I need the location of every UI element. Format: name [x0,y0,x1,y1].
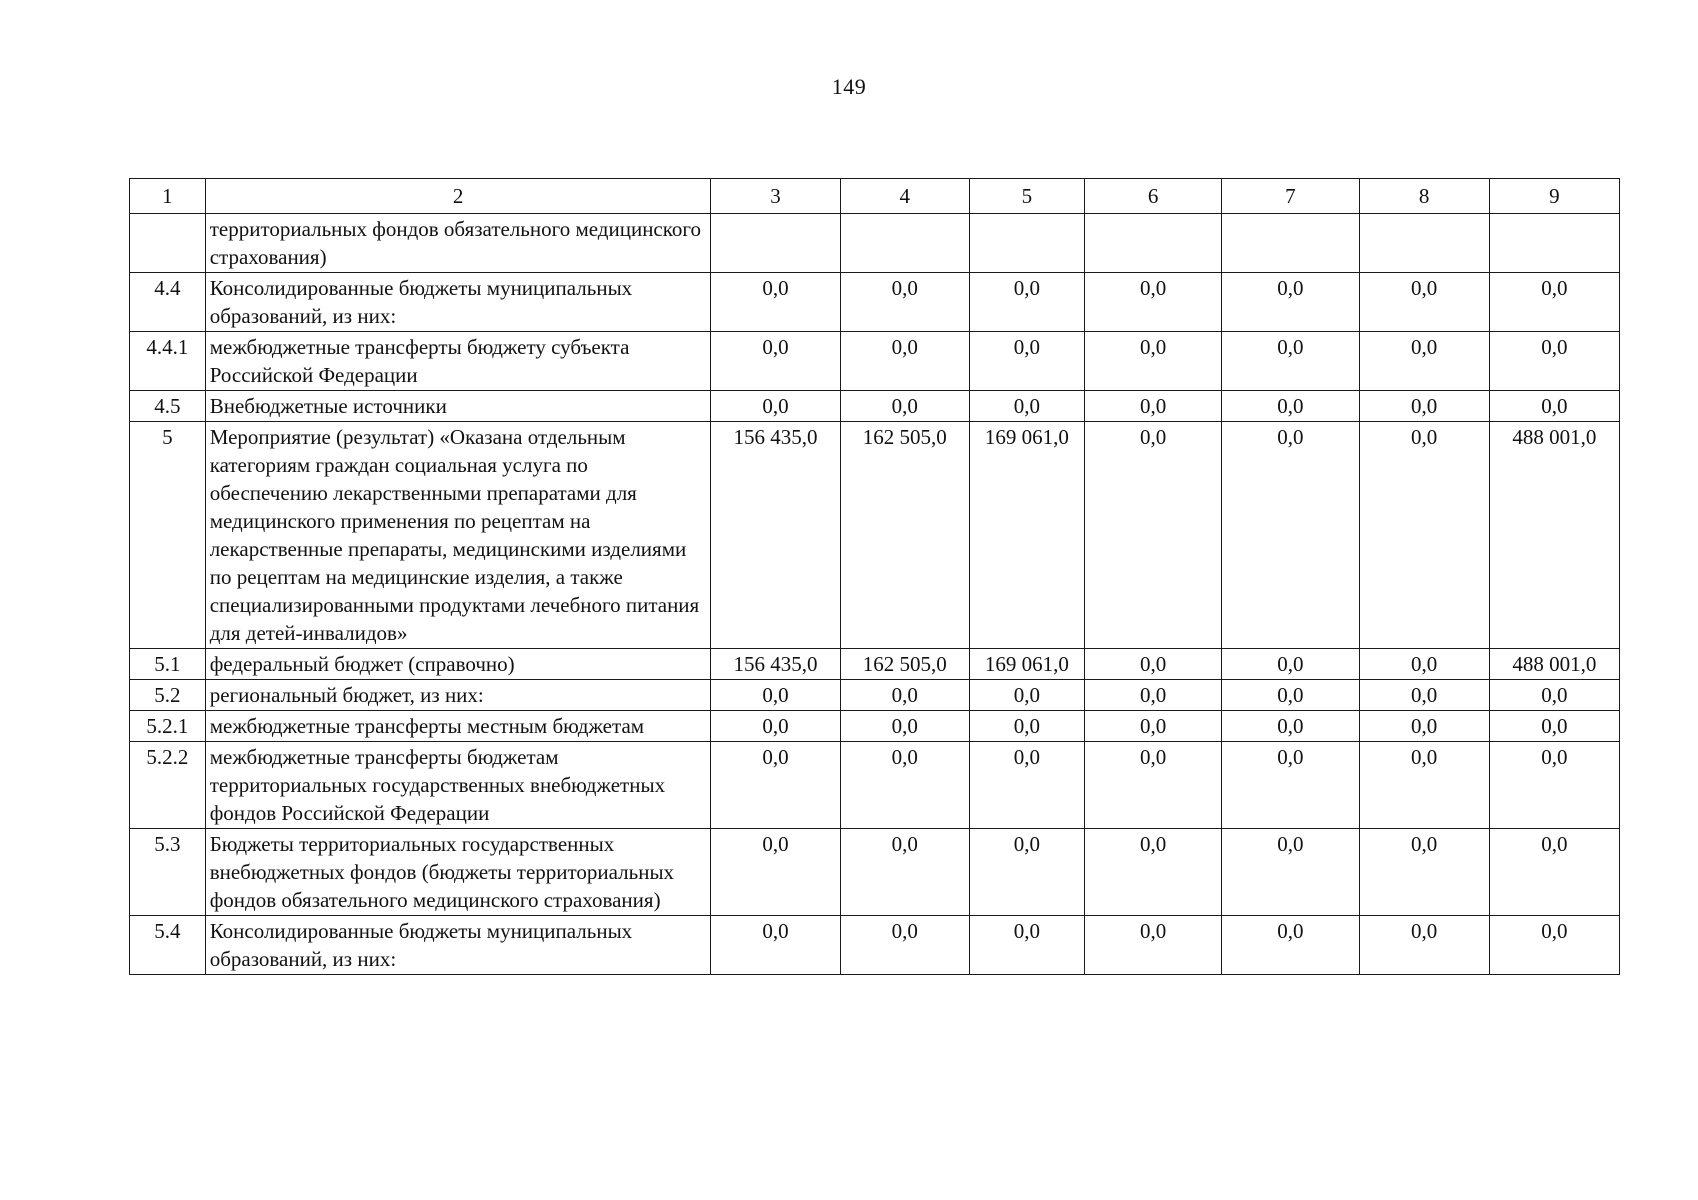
value-cell: 0,0 [1222,916,1359,975]
table-row [130,273,1620,332]
value-cell: 0,0 [969,680,1084,711]
column-header: 3 [711,179,840,214]
table-row [130,829,1620,916]
row-name-cell: межбюджетные трансферты бюджетам территориальных государственных внебюджетных фондов Российской Федерации [205,742,711,829]
value-cell: 0,0 [1489,391,1619,422]
value-cell: 169 061,0 [969,649,1084,680]
value-cell: 0,0 [711,742,840,829]
value-cell: 0,0 [1489,711,1619,742]
budget-table [129,178,1620,975]
row-number-cell [130,214,206,273]
value-cell [1084,214,1221,273]
row-name-cell: Консолидированные бюджеты муниципальных образований, из них: [205,273,711,332]
value-cell: 0,0 [1489,916,1619,975]
row-number-cell: 5.2.2 [130,742,206,829]
row-number-cell: 5.4 [130,916,206,975]
value-cell [711,214,840,273]
table-row [130,214,1620,273]
row-name-cell: Внебюджетные источники [205,391,711,422]
value-cell: 0,0 [1359,422,1489,649]
column-header: 9 [1489,179,1619,214]
column-number-header-row [130,179,1620,214]
row-name-cell: Мероприятие (результат) «Оказана отдельным категориям граждан социальная услуга по обеспечению лекарственными препаратами для медицинского применения по рецептам на лекарственные препараты, медицинскими изделиями по рецептам на медицинские изделия, а также специализированными продуктами лечебного питания для детей-инвалидов» [205,422,711,649]
value-cell [969,214,1084,273]
table-row [130,916,1620,975]
value-cell: 0,0 [1222,680,1359,711]
value-cell: 0,0 [969,742,1084,829]
column-header: 8 [1359,179,1489,214]
column-header: 1 [130,179,206,214]
value-cell: 0,0 [1222,273,1359,332]
value-cell: 0,0 [1084,742,1221,829]
value-cell: 0,0 [1084,711,1221,742]
table-row [130,680,1620,711]
value-cell: 0,0 [711,680,840,711]
table-row [130,391,1620,422]
value-cell: 162 505,0 [840,422,969,649]
value-cell [840,214,969,273]
value-cell: 488 001,0 [1489,649,1619,680]
value-cell: 0,0 [969,916,1084,975]
row-name-cell: федеральный бюджет (справочно) [205,649,711,680]
value-cell: 0,0 [840,332,969,391]
value-cell: 0,0 [1489,273,1619,332]
row-number-cell: 5.2 [130,680,206,711]
row-name-cell: Бюджеты территориальных государственных внебюджетных фондов (бюджеты территориальных фондов обязательного медицинского страхования) [205,829,711,916]
value-cell: 0,0 [1359,332,1489,391]
value-cell: 0,0 [1359,742,1489,829]
row-number-cell: 5 [130,422,206,649]
row-name-cell: межбюджетные трансферты бюджету субъекта Российской Федерации [205,332,711,391]
column-header: 2 [205,179,711,214]
value-cell: 0,0 [1489,829,1619,916]
column-header: 6 [1084,179,1221,214]
value-cell: 156 435,0 [711,649,840,680]
row-name-cell: территориальных фондов обязательного медицинского страхования) [205,214,711,273]
row-number-cell: 5.3 [130,829,206,916]
value-cell: 0,0 [1359,680,1489,711]
value-cell: 169 061,0 [969,422,1084,649]
value-cell: 0,0 [1359,829,1489,916]
value-cell: 0,0 [711,332,840,391]
value-cell: 0,0 [1084,273,1221,332]
table-row [130,711,1620,742]
value-cell: 0,0 [1084,649,1221,680]
row-number-cell: 4.4 [130,273,206,332]
value-cell: 0,0 [1222,711,1359,742]
value-cell: 162 505,0 [840,649,969,680]
value-cell: 0,0 [969,332,1084,391]
value-cell: 0,0 [1359,391,1489,422]
value-cell: 0,0 [969,391,1084,422]
value-cell: 0,0 [1489,332,1619,391]
value-cell: 0,0 [1359,711,1489,742]
value-cell: 0,0 [840,391,969,422]
row-name-cell: региональный бюджет, из них: [205,680,711,711]
table-row [130,422,1620,649]
table-body [130,214,1620,975]
value-cell [1489,214,1619,273]
row-number-cell: 5.2.1 [130,711,206,742]
value-cell: 0,0 [1222,649,1359,680]
value-cell: 0,0 [969,829,1084,916]
value-cell: 0,0 [711,391,840,422]
column-header: 4 [840,179,969,214]
value-cell: 0,0 [1084,332,1221,391]
value-cell: 0,0 [1489,680,1619,711]
value-cell: 0,0 [1084,422,1221,649]
value-cell: 0,0 [1084,391,1221,422]
table-row [130,742,1620,829]
value-cell: 0,0 [840,829,969,916]
value-cell: 0,0 [969,273,1084,332]
table-row [130,332,1620,391]
value-cell: 0,0 [1359,916,1489,975]
value-cell: 0,0 [1359,273,1489,332]
value-cell: 0,0 [840,742,969,829]
value-cell: 0,0 [1084,680,1221,711]
value-cell: 0,0 [840,711,969,742]
value-cell: 0,0 [1222,742,1359,829]
value-cell: 0,0 [711,711,840,742]
value-cell [1359,214,1489,273]
value-cell: 0,0 [840,273,969,332]
row-number-cell: 5.1 [130,649,206,680]
value-cell: 0,0 [840,680,969,711]
value-cell: 156 435,0 [711,422,840,649]
value-cell: 0,0 [1222,829,1359,916]
table-row [130,649,1620,680]
value-cell: 0,0 [711,916,840,975]
value-cell: 0,0 [1222,332,1359,391]
value-cell: 0,0 [1489,742,1619,829]
value-cell: 0,0 [1222,391,1359,422]
value-cell: 0,0 [969,711,1084,742]
row-number-cell: 4.4.1 [130,332,206,391]
value-cell: 0,0 [1359,649,1489,680]
value-cell: 0,0 [840,916,969,975]
value-cell: 0,0 [1222,422,1359,649]
column-header: 5 [969,179,1084,214]
value-cell: 0,0 [1084,916,1221,975]
row-number-cell: 4.5 [130,391,206,422]
value-cell [1222,214,1359,273]
value-cell: 0,0 [711,829,840,916]
value-cell: 488 001,0 [1489,422,1619,649]
page-number: 149 [831,74,867,99]
row-name-cell: межбюджетные трансферты местным бюджетам [205,711,711,742]
row-name-cell: Консолидированные бюджеты муниципальных образований, из них: [205,916,711,975]
value-cell: 0,0 [1084,829,1221,916]
value-cell: 0,0 [711,273,840,332]
column-header: 7 [1222,179,1359,214]
